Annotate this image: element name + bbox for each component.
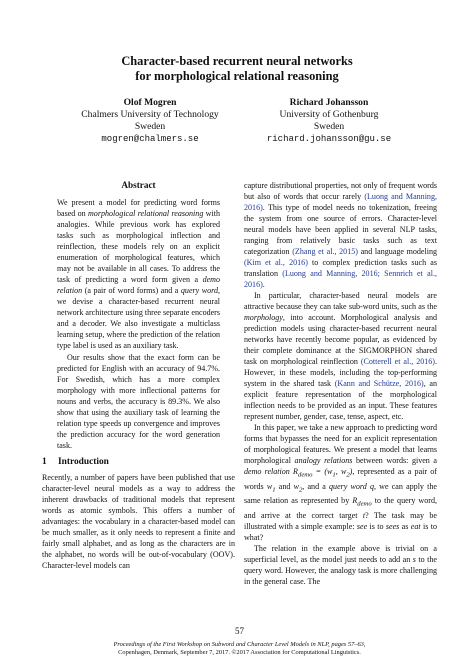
text-run: capture distributional properties, not only of frequent words but also of words that occur rarely: [244, 181, 437, 201]
math-subscript: 2: [298, 486, 303, 494]
text-run: and language modeling: [357, 247, 437, 256]
author-block-2: [244, 97, 414, 145]
author-block-1: [70, 97, 230, 145]
proceedings-line-1: Proceedings of the First Workshop on Subword and Character Level Models in NLP, pages 57–63,: [113, 641, 366, 648]
author-location: Sweden: [313, 121, 345, 132]
text-run: and: [275, 481, 294, 491]
emphasis: eat: [410, 521, 421, 531]
text-run: to complex prediction tasks such as translation: [244, 258, 437, 278]
right-paragraph-1: [244, 180, 437, 290]
text-run: We present a model for predicting word forms based on: [57, 198, 220, 218]
math-symbol: = (w: [312, 467, 333, 476]
abstract-heading: Abstract: [121, 180, 156, 190]
text-run: . However, in these models, including the top-performing system in the shared task: [244, 357, 437, 388]
math-subscript: 2: [346, 471, 350, 479]
text-run: to the query word, and arrive at the correct target: [244, 496, 437, 520]
text-run: (a pair of word forms) and a: [82, 286, 181, 295]
emphasis: sees: [385, 521, 400, 531]
text-run: .: [262, 280, 265, 289]
text-run: , we can apply the same relation as represented by: [244, 481, 437, 506]
math-symbol: R: [352, 496, 358, 506]
math-symbol: R: [289, 467, 298, 476]
math-symbol: ): [349, 467, 353, 476]
author-affiliation: University of Gothenburg: [279, 109, 379, 120]
citation-link[interactable]: (Luong and Manning, 2016): [244, 192, 437, 212]
paper-title: [60, 54, 414, 84]
citation-link[interactable]: (Kann and Schütze, 2016): [334, 379, 424, 388]
math: [352, 496, 372, 508]
text-run: The relation in the example above is trivial on a superficial level, as the model just needs to add an: [244, 543, 437, 564]
text-run: with analogies. While previous work has explored tasks such as morphological inflection and reinflection, these models rely on an explicit enumeration of morphological features, which may not be available in all cases. To address the task of predicting a word form given a: [57, 209, 220, 284]
text-run: In this paper, we take a new approach to predicting word forms that bypasses the need for an explicit representation of morphological features. We present a model that learns morphological: [244, 423, 437, 465]
emphasis: morphological relational reasoning: [88, 209, 204, 218]
emphasis: see: [356, 521, 368, 531]
math-symbol: w: [293, 481, 299, 491]
emphasis: query word: [329, 481, 367, 491]
section-heading-introduction: [42, 457, 235, 468]
right-paragraph-2: [244, 290, 437, 422]
author-name: Richard Johansson: [289, 97, 369, 108]
text-run: ? The task may be illustrated with a simple example:: [244, 510, 437, 531]
text-run: In particular, character-based neural models are attractive because they can take sub-word units, such as the: [244, 291, 437, 311]
author-name: Olof Mogren: [123, 97, 177, 108]
title-line-1: Character-based recurrent neural networks: [121, 54, 353, 68]
author-email: richard.johansson@gu.se: [266, 134, 392, 144]
section-number: 1: [42, 457, 47, 467]
proceedings-footer: [42, 641, 437, 657]
page-number: 57: [235, 626, 244, 636]
author-location: Sweden: [134, 121, 166, 132]
math-symbol: , w: [335, 467, 347, 476]
math-subscript: 1: [272, 486, 276, 494]
text-run: is to: [367, 521, 386, 531]
math: [293, 481, 303, 494]
math-symbol: w: [266, 481, 273, 491]
emphasis: analogy relations: [294, 456, 353, 465]
emphasis: query word: [180, 286, 218, 295]
math-subscript: demo: [297, 471, 313, 479]
section-title: Introduction: [58, 457, 109, 467]
abstract-paragraph-1: [57, 197, 220, 351]
text-run: to the query word. However, the analogy task is more challenging in the general case. The: [244, 554, 437, 586]
text-run: , we devise a character-based recurrent neural network architecture using three separate encoders and a decoder. We also investigate a multiclass learning setup, where the prediction of the relation type label is used as an auxiliary task.: [57, 286, 220, 350]
math: [289, 467, 353, 479]
citation-link[interactable]: (Cotterell et al., 2016): [360, 357, 435, 366]
math-subscript: demo: [357, 500, 372, 508]
text-run: , and a: [302, 481, 330, 491]
math-subscript: 1: [332, 471, 336, 479]
text-run: , represented as a pair of words: [244, 467, 437, 491]
abstract-paragraph-2: Our results show that the exact form can be predicted for English with an accuracy of 94.7%. For Swedish, which has a more complex morphology with more inflectional patterns for nouns and verbs, the accuracy is 89.3%. We also show that using the auxiliary task of learning the relation type speeds up convergence and improves the prediction accuracy for the word generation task.: [57, 353, 220, 450]
text-run: , an explicit feature representation of the morphological inflection needs to be provided as an input. These features represent number, gender, case, tense, aspect, etc.: [244, 379, 437, 421]
text-run: is to what?: [244, 521, 437, 542]
right-column: [244, 180, 437, 587]
math: [266, 481, 276, 494]
emphasis: demo relation: [57, 275, 220, 295]
proceedings-line-2: Copenhagen, Denmark, September 7, 2017. ©2017 Association for Computational Linguistics.: [118, 649, 361, 656]
intro-paragraph-1: Recently, a number of papers have been published that use character-level neural models as a way to address the inherent drawbacks of traditional models that represent words as atomic symbols. This offers a number of advantages: the vocabulary in a character-based model can be much smaller, as it only needs to represent a finite and fairly small alphabet, and as long as the characters are in the alphabet, no words will be out-of-vocabulary (OOV). Character-level models can: [42, 473, 235, 570]
citation-link[interactable]: (Zhang et al., 2015): [292, 247, 358, 256]
title-line-2: for morphological relational reasoning: [135, 69, 339, 83]
right-paragraph-3: [244, 422, 437, 543]
citation-link[interactable]: (Luong and Manning, 2016; Sennrich et al., 2016): [244, 269, 437, 289]
text-run: as: [399, 521, 411, 531]
text-run: between words: given a: [352, 456, 438, 465]
author-email: mogren@chalmers.se: [101, 134, 199, 144]
emphasis: demo relation: [244, 467, 290, 476]
math-symbol: t: [362, 510, 366, 520]
text-run: . This type of model needs no tokenization, freeing the system from one source of errors. Character-level neural models have been applied in several NLP tasks, ranging from relatively basic tasks such as text categorization: [244, 203, 437, 256]
left-column: [42, 180, 235, 571]
math-symbol: q: [366, 481, 374, 491]
right-paragraph-4: [244, 543, 437, 587]
text-run: , into account. Morphological analysis and prediction models using character-based recurrent neural networks have recently become popular, as evidenced by their complete dominance at the SIGMORPHON shared task on morphological reinflection: [244, 313, 437, 366]
author-affiliation: Chalmers University of Technology: [81, 109, 219, 120]
emphasis: s: [412, 554, 416, 564]
emphasis: morphology: [244, 313, 283, 322]
abstract-body: [42, 197, 235, 451]
citation-link[interactable]: (Kim et al., 2016): [244, 258, 308, 267]
